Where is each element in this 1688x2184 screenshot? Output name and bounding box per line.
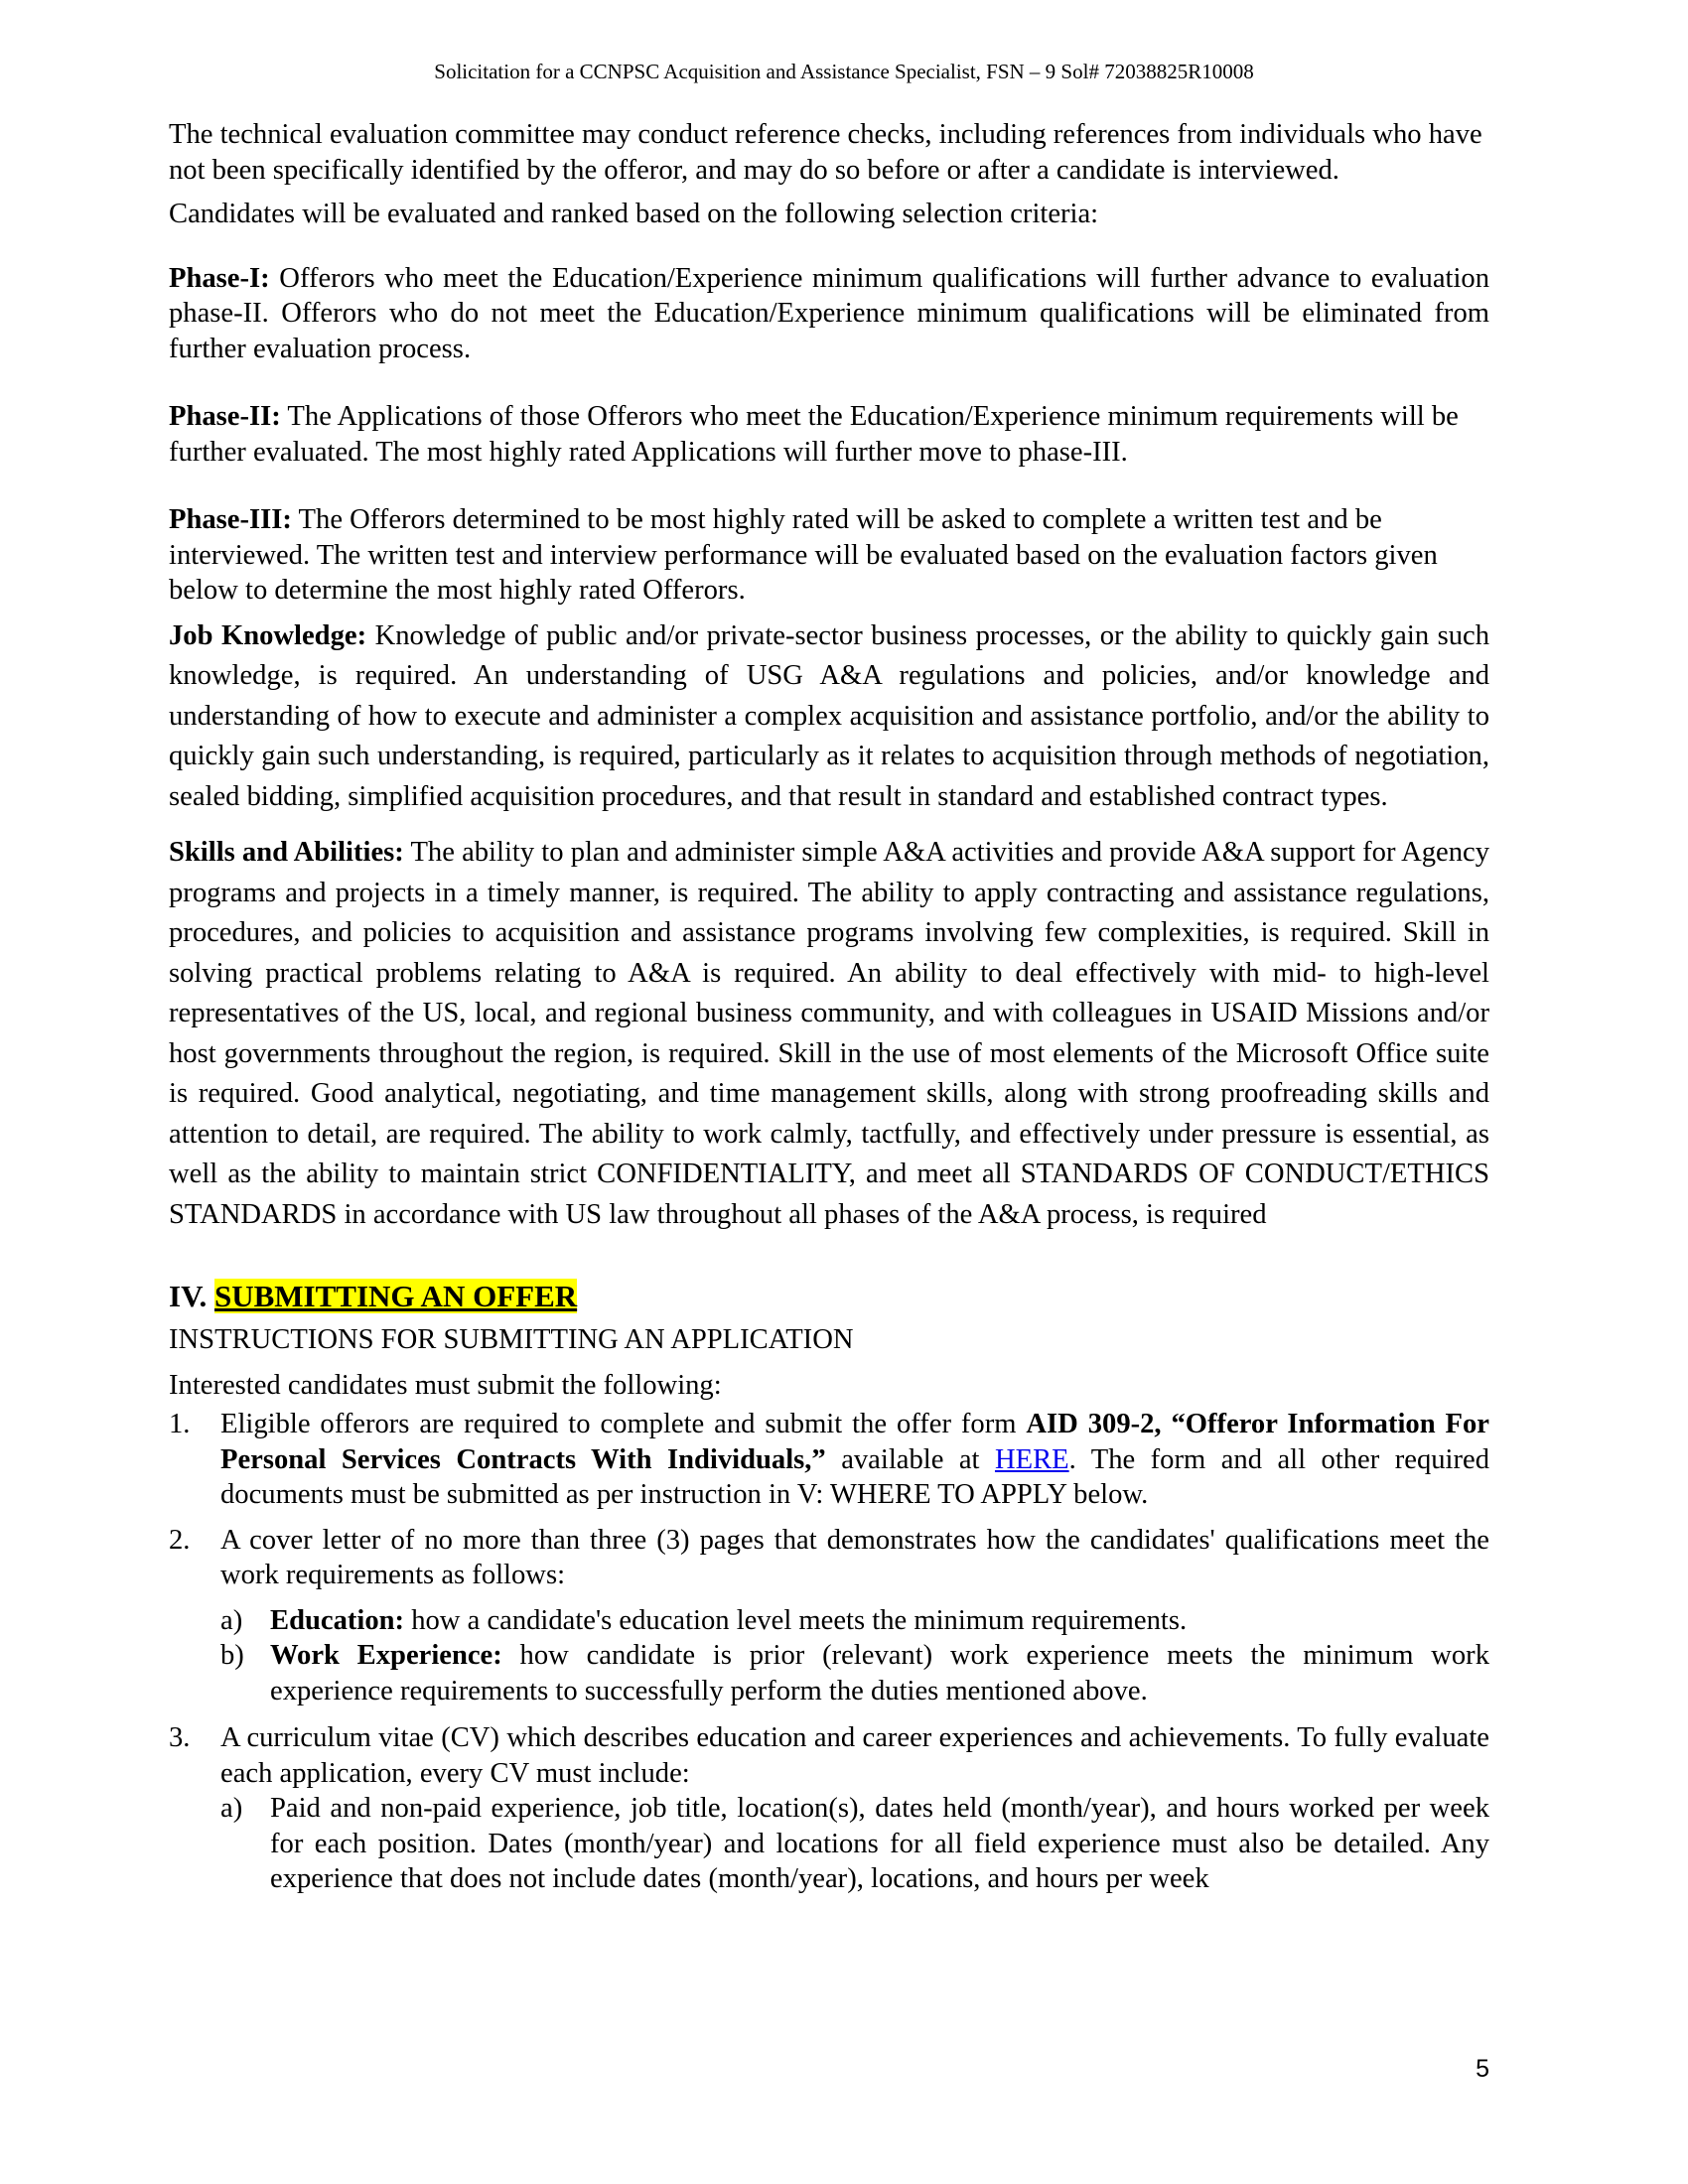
instructions-subtitle: INSTRUCTIONS FOR SUBMITTING AN APPLICATION xyxy=(169,1324,854,1355)
skills-abilities-label: Skills and Abilities: xyxy=(169,837,404,868)
education-label: Education: xyxy=(270,1604,405,1636)
work-experience-label: Work Experience: xyxy=(270,1640,502,1671)
list-item-3 xyxy=(169,1720,1489,1791)
phase-1-text: Offerors who meet the Education/Experience minimum qualifications will further advance to evaluation phase-II. Offerors who do not meet the Education/Experience minimum qualifications will be eliminated from further evaluation process. xyxy=(169,262,1489,364)
list-item-3a xyxy=(169,1791,1489,1897)
list-item-2-text: A cover letter of no more than three (3) pages that demonstrates how the candidates' qualifications meet the work requirements as follows: xyxy=(220,1524,1489,1590)
list-item-2a-number: a) xyxy=(220,1604,243,1636)
phase-1-label: Phase-I: xyxy=(169,262,270,294)
phase-3-label: Phase-III: xyxy=(169,504,292,535)
list-item-3a-text: Paid and non-paid experience, job title, location(s), dates held (month/year), and hours worked per week for each position. Dates (month/year) and locations for all field experience must also be detailed. Any experience that does not include dates (month/year), locations, and hours per week xyxy=(270,1793,1489,1894)
selection-criteria-intro: Candidates will be evaluated and ranked based on the following selection criteria: xyxy=(169,199,1099,229)
list-item-1-tail: . The form and all other required documents must be submitted as per instruction in V: WHERE TO APPLY below. xyxy=(220,1443,1490,1510)
list-item-2a xyxy=(169,1603,1489,1639)
list-item-2b-number: b) xyxy=(220,1640,244,1671)
phase-1-paragraph xyxy=(169,261,1489,367)
job-knowledge-paragraph xyxy=(169,616,1489,818)
section-numeral: IV. xyxy=(169,1279,208,1313)
phase-2-paragraph xyxy=(169,399,1489,470)
education-text: how a candidate's education level meets the minimum requirements. xyxy=(404,1604,1188,1636)
job-knowledge-text: Knowledge of public and/or private-sector business processes, or the ability to quickly gain such knowledge, is required. An understanding of USG A&A regulations and policies, and/or knowledge and understanding of how to execute and administer a complex acquisition and assistance portfolio, and/or the ability to quickly gain such understanding, is required, particularly as it relates to acquisition through methods of negotiation, sealed bidding, simplified acquisition procedures, and that result in standard and established contract types. xyxy=(169,619,1489,812)
running-header: Solicitation for a CCNPSC Acquisition and Assistance Specialist, FSN – 9 Sol# 72038825R10008 xyxy=(434,60,1254,83)
list-item-2b xyxy=(169,1638,1489,1708)
section-iv-heading xyxy=(169,1277,1489,1316)
page-body xyxy=(169,117,1489,1897)
skills-abilities-text: The ability to plan and administer simple A&A activities and provide A&A support for Agency programs and projects in a timely manner, is required. The ability to apply contracting and assistance regulations, procedures, and policies to acquisition and assistance programs involving few complexities, is required. Skill in solving practical problems relating to A&A is required. An ability to deal effectively with mid- to high-level representatives of the US, local, and regional business community, and with colleagues in USAID Missions and/or host governments throughout the region, is required. Skill in the use of most elements of the Microsoft Office suite is required. Good analytical, negotiating, and time management skills, along with strong proofreading skills and attention to detail, are required. The ability to work calmly, tactfully, and effectively under pressure is essential, as well as the ability to maintain strict CONFIDENTIALITY, and meet all STANDARDS OF CONDUCT/ETHICS STANDARDS in accordance with US law throughout all phases of the A&A process, is required xyxy=(169,837,1490,1230)
phase-2-text: The Applications of those Offerors who meet the Education/Experience minimum requirements will be further evaluated. The most highly rated Applications will further move to phase-III. xyxy=(169,401,1459,468)
submission-lead: Interested candidates must submit the following: xyxy=(169,1369,722,1401)
list-item-1-text: Eligible offerors are required to complete and submit the offer form xyxy=(220,1409,1027,1439)
list-item-2 xyxy=(169,1523,1489,1593)
reference-checks-paragraph: The technical evaluation committee may conduct reference checks, including references from individuals who have not been specifically identified by the offeror, and may do so before or after a candidate is interviewed. xyxy=(169,119,1482,186)
available-at-text: available at xyxy=(825,1443,995,1475)
list-item-3-number: 3. xyxy=(169,1722,191,1753)
section-title-highlighted: SUBMITTING AN OFFER xyxy=(213,1279,578,1313)
here-link[interactable]: HERE xyxy=(994,1443,1069,1475)
list-item-2-number: 2. xyxy=(169,1524,191,1556)
offer-form-name: AID 309-2, “Offeror Information For Personal Services Contracts With Individuals,” xyxy=(220,1409,1489,1475)
work-experience-text: how candidate is prior (relevant) work experience meets the minimum work experience requirements to successfully perform the duties mentioned above. xyxy=(270,1640,1490,1706)
skills-abilities-paragraph xyxy=(169,833,1489,1235)
page-number: 5 xyxy=(1476,2055,1489,2083)
phase-3-paragraph xyxy=(169,502,1489,609)
list-item-3a-number: a) xyxy=(220,1793,243,1824)
list-item-1-number: 1. xyxy=(169,1409,191,1439)
job-knowledge-label: Job Knowledge: xyxy=(169,619,367,651)
list-item-3-text: A curriculum vitae (CV) which describes education and career experiences and achievements. To fully evaluate each application, every CV must include: xyxy=(220,1722,1489,1789)
phase-3-text: The Offerors determined to be most highly rated will be asked to complete a written test and be interviewed. The written test and interview performance will be evaluated based on the evaluation factors given below to determine the most highly rated Offerors. xyxy=(169,504,1438,606)
phase-2-label: Phase-II: xyxy=(169,401,281,432)
list-item-1 xyxy=(169,1407,1489,1513)
